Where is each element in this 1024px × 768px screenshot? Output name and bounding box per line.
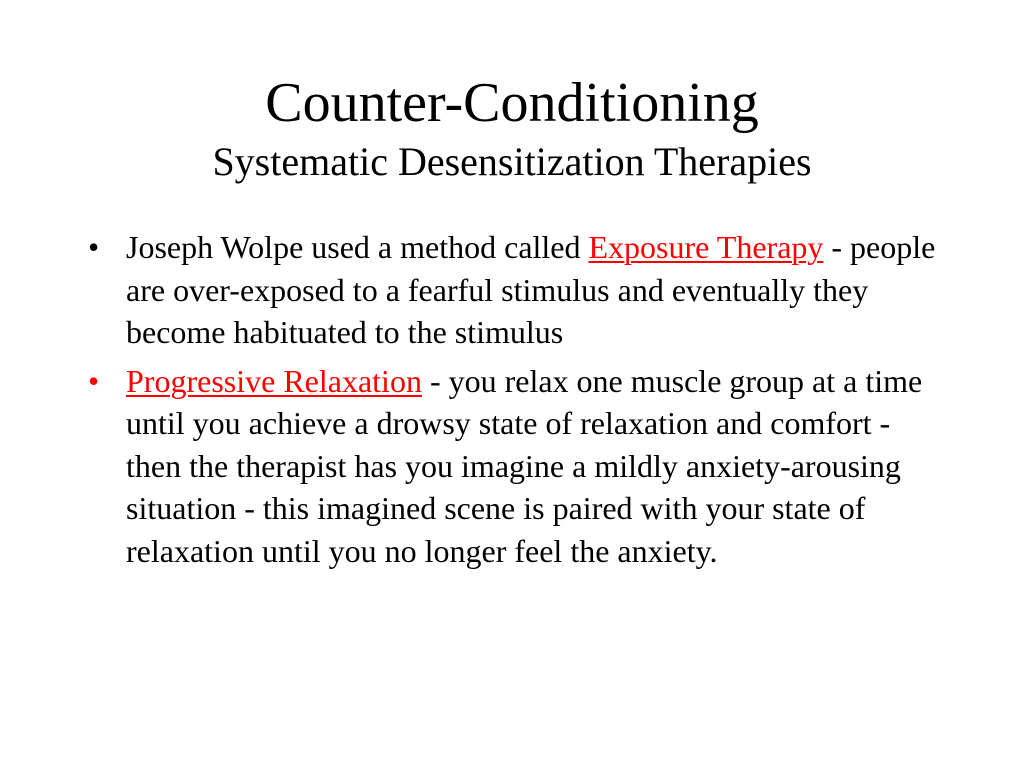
progressive-relaxation-link[interactable]: Progressive Relaxation	[126, 362, 422, 399]
bullet-text-prefix: Joseph Wolpe used a method called	[126, 229, 589, 265]
bullet-text-suffix: - you relax one muscle group at a time until you achieve a drowsy state of relaxation and comfort - then the therapist has you imagine a mildly anxiety-arousing situation - this imagined scene is paired with your state of relaxation until you no longer feel the anxiety.	[126, 362, 923, 569]
bullet-marker: •	[88, 362, 100, 399]
bullet-item-progressive-relaxation	[88, 360, 948, 573]
bullet-marker: •	[88, 229, 100, 265]
bullet-list	[88, 226, 948, 578]
slide-title: Counter-Conditioning	[265, 72, 759, 134]
slide-subtitle: Systematic Desensitization Therapies	[212, 139, 812, 184]
title-block	[0, 70, 1024, 186]
exposure-therapy-link[interactable]: Exposure Therapy	[588, 229, 824, 265]
bullet-item-exposure-therapy	[88, 226, 948, 354]
bullet-text-suffix: - people are over-exposed to a fearful stimulus and eventually they become habituated to the stimulus	[126, 229, 936, 350]
